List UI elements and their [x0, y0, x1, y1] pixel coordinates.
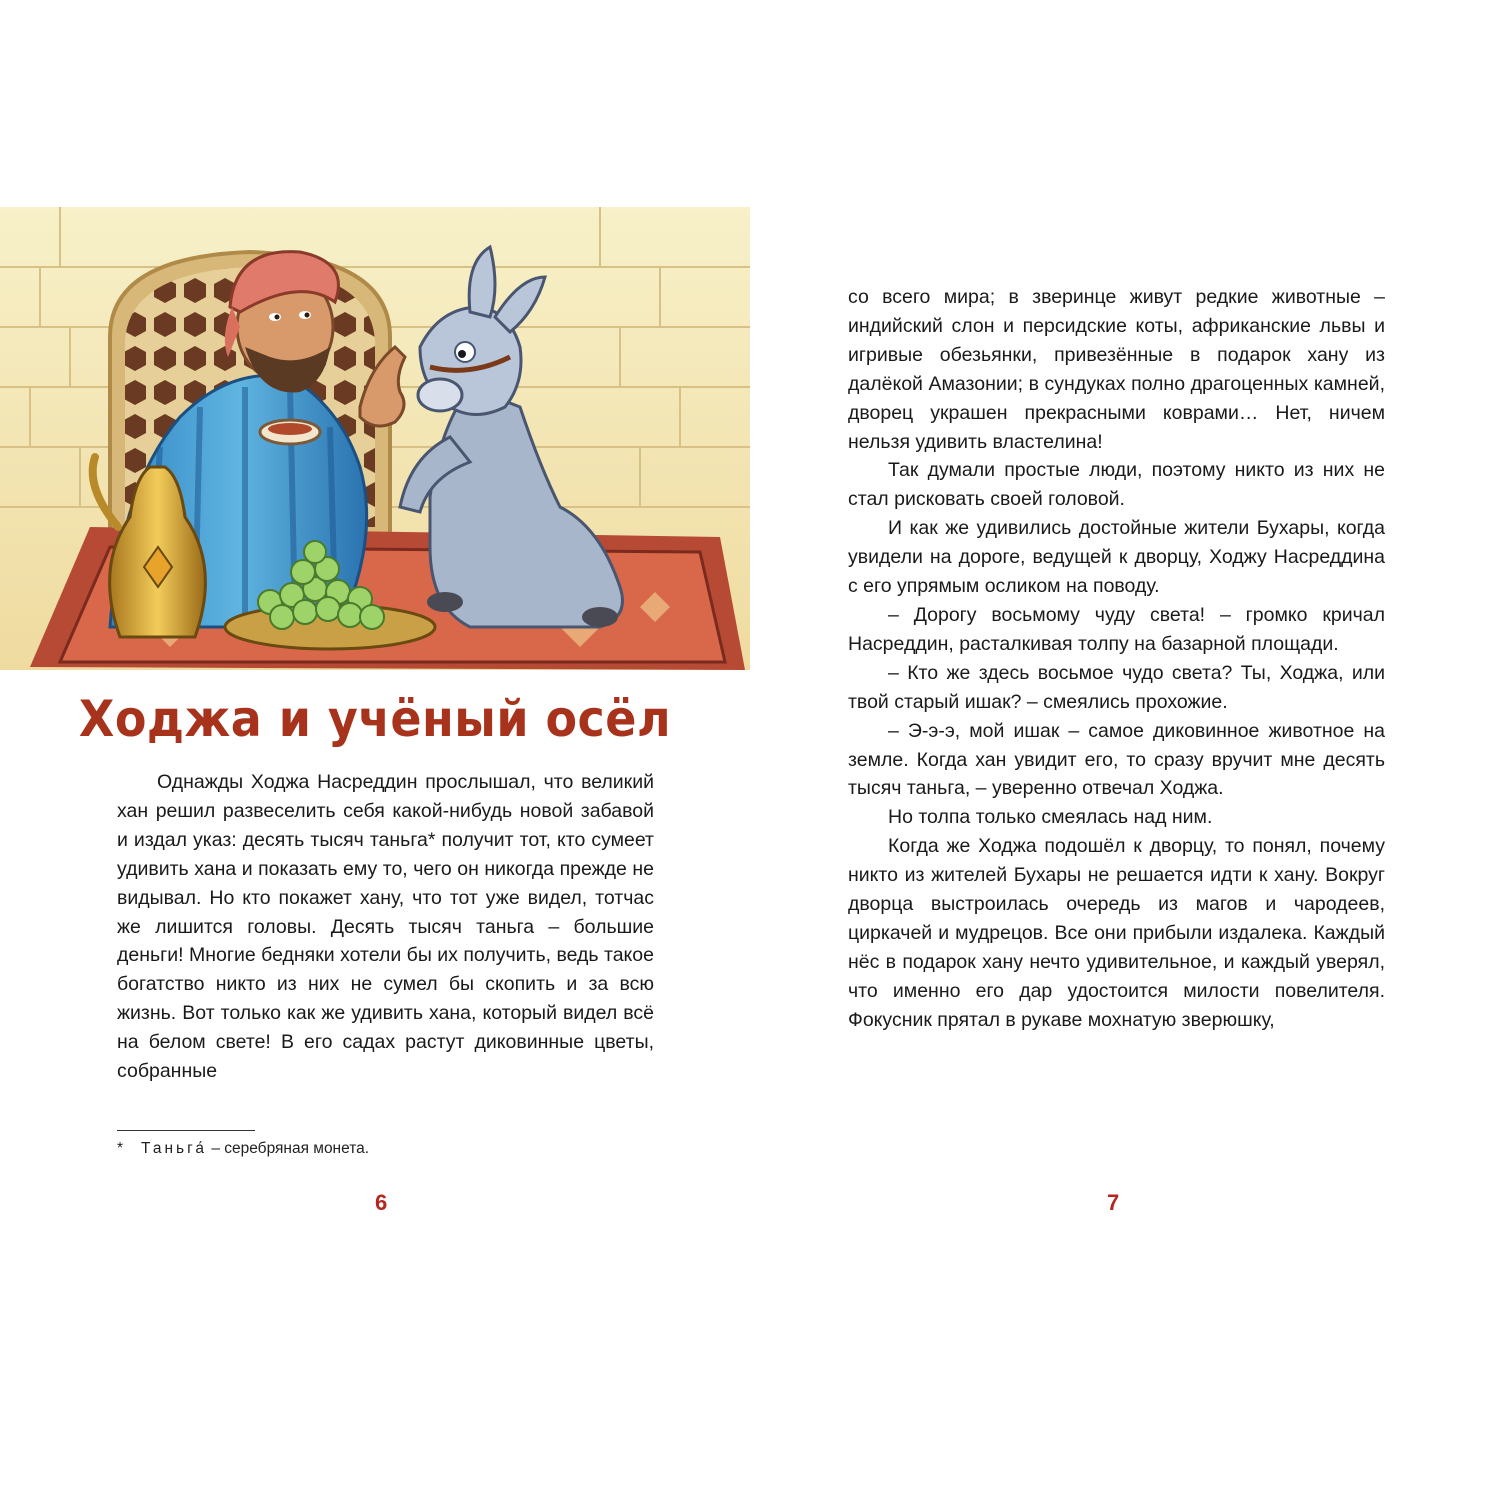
paragraph: со всего мира; в зверинце живут редкие животные – индийский слон и персидские коты, африканские львы и игривые обезьянки, привезённые в подарок хану из далёкой Амазонии; в сундуках полно драгоценных камней, дворец украшен прекрасными коврами… Нет, ничем нельзя удивить властелина!: [848, 286, 1385, 453]
story-title: Ходжа и учёный осёл: [78, 690, 672, 748]
paragraph: – Э-э-э, мой ишак – самое диковинное животное на земле. Когда хан увидит его, то сразу вручит мне десять тысяч таньга, – уверенно отвечал Ходжа.: [848, 719, 1385, 800]
paragraph: Однажды Ходжа Насреддин прослышал, что великий хан решил развеселить себя какой-нибудь новой забавой и издал указ: десять тысяч таньга* получит тот, кто сумеет удивить хана и показать ему то, чего он никогда прежде не видывал. Но кто покажет хану, что тот уже видел, тотчас же лишится головы. Десять тысяч таньга – большие деньги! Многие бедняки хотели бы их получить, ведь такое богатство никто из них не сумел бы скопить и за всю жизнь. Вот только как же удивить хана, который видел всё на белом свете! В его садах растут диковинные цветы, собранные: [117, 771, 654, 1083]
page-number-left: 6: [375, 1190, 388, 1215]
page-number-right: 7: [1107, 1190, 1120, 1215]
left-page-text: [117, 768, 654, 1086]
paragraph: – Кто же здесь восьмое чудо света? Ты, Ходжа, или твой старый ишак? – смеялись прохожие.: [848, 661, 1385, 713]
paragraph: И как же удивились достойные жители Бухары, когда увидели на дороге, ведущей к дворцу, Ходжу Насреддина с его упрямым осликом на поводу.: [848, 517, 1385, 598]
paragraph: Так думали простые люди, поэтому никто из них не стал рисковать своей головой.: [848, 459, 1385, 511]
paragraph: – Дорогу восьмому чуду света! – громко кричал Насреддин, расталкивая толпу на базарной площади.: [848, 603, 1385, 655]
paragraph: Но толпа только смеялась над ним.: [888, 806, 1213, 829]
illustration-hodja-donkey: [0, 207, 750, 670]
footnote: [117, 1140, 369, 1158]
footnote-divider: [117, 1130, 255, 1131]
story-illustration: [0, 207, 750, 670]
right-page-text: [848, 283, 1385, 1035]
paragraph: Когда же Ходжа подошёл к дворцу, то понял, почему никто из жителей Бухары не решается идти к хану. Вокруг дворца выстроилась очередь из магов и чародеев, циркачей и мудрецов. Все они прибыли издалека. Каждый нёс в подарок хану нечто удивительное, и каждый уверял, что именно его дар удостоится милости повелителя. Фокусник прятал в рукаве мохнатую зверюшку,: [848, 835, 1385, 1031]
footnote-term: Таньга́: [141, 1140, 208, 1157]
footnote-marker: *: [117, 1140, 124, 1157]
footnote-text: – серебряная монета.: [207, 1140, 370, 1157]
